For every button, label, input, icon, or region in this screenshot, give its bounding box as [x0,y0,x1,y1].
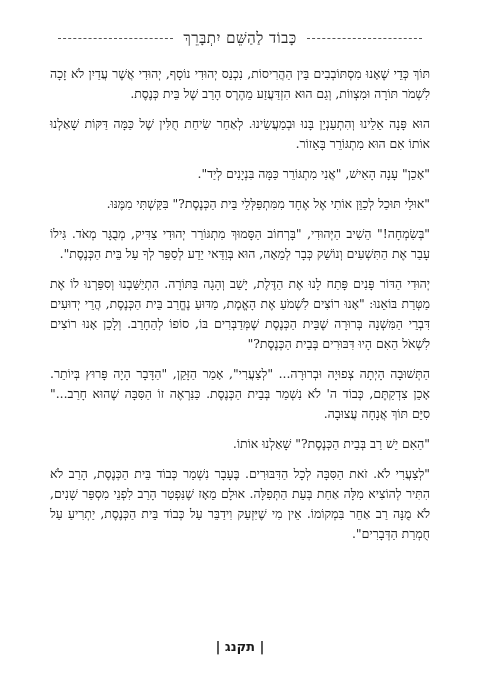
paragraph: יְהוּדִי הַדּוֹר פָּנִים פָּתַח לָנוּ אֶת הַדֶּלֶת, יָשַׁב וְהָגָה בַּתּוֹרָה. הִתְיַשַּׁבְנוּ וְסִפַּרְנוּ לוֹ אֶת מַטְּרַת בּוֹאֵנוּ: "אָנוּ רוֹצִים לִשְׁמֹעַ אֶת הָאֱמֶת, מַדּוּעַ נֶחֱרַב בֵּית הַכְּנֶסֶת, הֲרֵי יְדוּעִים דִּבְרֵי הַמִּשְׁנָה בְּרוּרָה שֶׁבֵּית הַכְּנֶסֶת שֶׁמְּדַבְּרִים בּוֹ, סוֹפוֹ לְהֵחָרֵב. וְלָכֵן אָנוּ רוֹצִים לִשְׁאֹל הַאִם הָיוּ דִּבּוּרִים בְּבֵית הַכְּנֶסֶת?" [50,276,430,351]
running-header [58,28,422,48]
body-text [50,64,430,554]
paragraph: "הַאִם יֵשׁ רַב בְּבֵית הַכְּנֶסֶת?" שָׁאַלְנוּ אוֹתוֹ. [232,436,430,451]
paragraph: "בְּשִׂמְחָה!" הֵשִׁיב הַיְּהוּדִי, "בָּרְחוֹב הַסָּמוּךְ מִתְגּוֹרֵר יְהוּדִי צַדִּיק, מְבֻגָּר מְאֹד. גִּילוֹ עָבַר אֶת הַתִּשְׁעִים וְנוֹשֵׁק כְּבָר לְמֵאָה, הוּא בְּוַדַּאי יֵדַע לְסַפֵּר לְךָ עַל בֵּית הַכְּנֶסֶת". [50,226,430,261]
paragraph: הוּא פָּנָה אֵלֵינוּ וְהִתְעַנְיֵן בָּנוּ וּבְמַעֲשֵׂינוּ. לְאַחַר שִׂיחַת חֻלִּין שֶׁל כַּמָּה דַּקּוֹת שָׁאַלְנוּ אוֹתוֹ אִם הוּא מִתְגּוֹרֵר בָּאֵזוֹר. [50,116,430,151]
header-title: כָּבוֹד לַהַשֵּׁם יִתְבָּרֵךְ [183,28,297,47]
paragraph: "אָכֵן" עָנָה הָאִישׁ, "אֲנִי מִתְגּוֹרֵר כַּמָּה בִּנְיָנִים לְיַד". [197,166,430,181]
paragraph: תּוֹךְ כְּדֵי שֶׁאָנוּ מִסְתּוֹבְבִים בֵּין הַהֲרִיסוֹת, נִכְנַס יְהוּדִי נוֹסָף, יְהוּדִי אֲשֶׁר עֲדַיִן לֹא זָכָה לִשְׁמֹר תּוֹרָה וּמִצְווֹת, וְגַם הוּא הִזְדַּעֲזַע מֵהֶרֶס הָרַב שֶׁל בֵּית כְּנֶסֶת. [50,66,430,101]
page-number: | תקנג | [215,640,265,655]
paragraph: "לְצַעֲרִי לֹא. זֹאת הַסִּבָּה לְכָל הַדִּבּוּרִים. בֶּעָבָר נִשְׁמַר כְּבוֹד בֵּית הַכְּנֶסֶת, הָרַב לֹא הִתִּיר לְהוֹצִיא מִלָּה אַחַת בְּעֵת הַתְּפִלָּה. אוּלָם מֵאָז שֶׁנִּפְטַר הָרַב לִפְנֵי מִסְפַּר שָׁנִים, לֹא מֻנָּה רַב אַחֵר בִּמְקוֹמוֹ. אֵין מִי שֶׁיִּזְעַק וִידַבֵּר עַל כְּבוֹד בֵּית הַכְּנֶסֶת, יַתְרִיעַ עַל חֻמְרַת הַדְּבָרִים". [50,466,430,541]
paragraph: הַתְּשׁוּבָה הָיְתָה צְפוּיָה וּבְרוּרָה... "לְצַעֲרִי", אָמַר הַזָּקֵן, "הַדָּבָר הָיָה פָּרוּץ בְּיוֹתֵר. אָכֵן צִדְקַתֶּם, כְּבוֹד ה' לֹא נִשְׁמַר בְּבֵית הַכְּנֶסֶת. כַּנִּרְאֶה זוֹ הַסִּבָּה שֶׁהוּא חָרַב..." סִיֵּם תּוֹךְ אֲנָחָה עֲצוּבָה. [50,366,430,421]
header-rule-left [307,38,422,39]
paragraph: "אוּלַי תּוּכַל לְכַוֵּן אוֹתִי אֶל אֶחָד מִמִּתְפַּלְּלֵי בֵּית הַכְּנֶסֶת?" בִּקַּשְׁתִּי מִמֶּנּוּ. [106,196,430,211]
header-rule-right [58,38,173,39]
